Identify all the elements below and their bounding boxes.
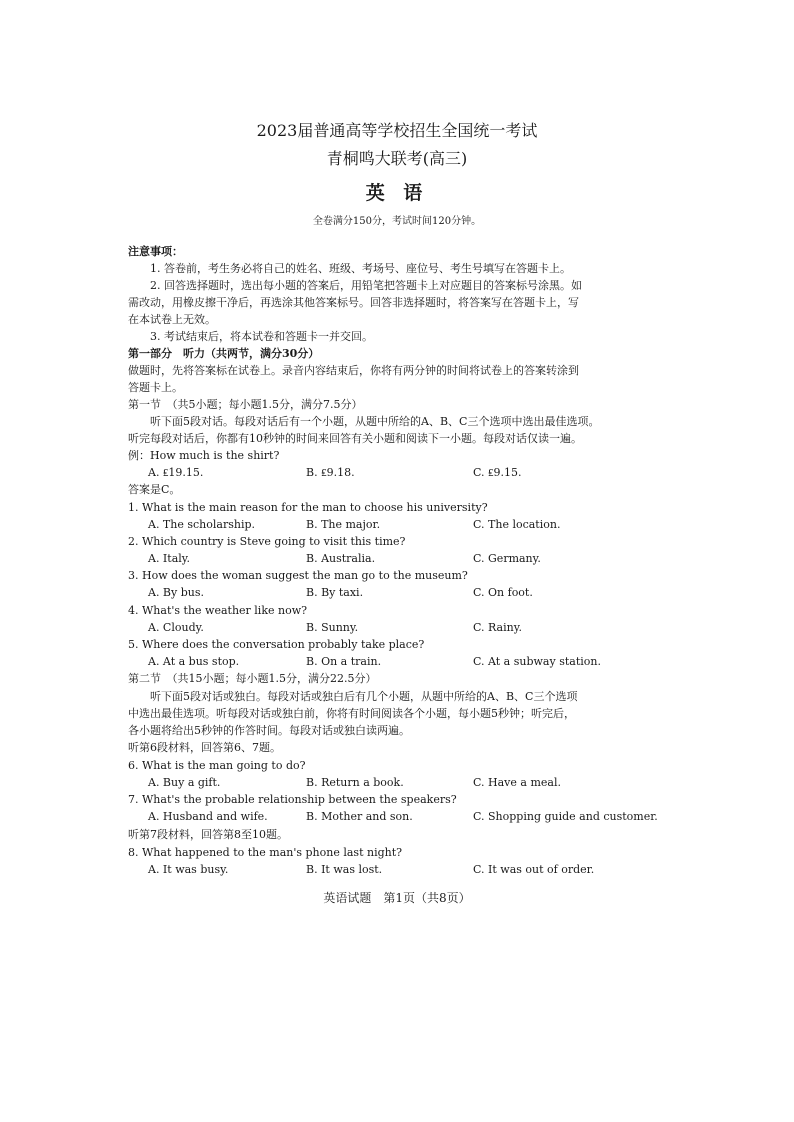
- question-3-option-c: C. On foot.: [473, 586, 533, 599]
- note-item-1: 1. 答卷前，考生务必将自己的姓名、班级、考场号、座位号、考生号填写在答题卡上。: [150, 262, 571, 275]
- question-4: 4. What's the weather like now?: [128, 604, 308, 617]
- question-6-option-b: B. Return a book.: [306, 776, 404, 789]
- question-5-option-b: B. On a train.: [306, 655, 382, 668]
- question-2-option-a: A. Italy.: [148, 552, 191, 565]
- question-6-option-c: C. Have a meal.: [473, 776, 561, 789]
- exam-subtitle: 青桐鸣大联考(高三): [326, 149, 468, 168]
- question-6: 6. What is the man going to do?: [128, 759, 306, 772]
- note-item-2-line-2: 需改动，用橡皮擦干净后，再选涂其他答案标号。回答非选择题时，将答案写在答题卡上，写: [128, 296, 579, 309]
- section2-instruction-line-2: 中选出最佳选项。听每段对话或独白前，你将有时间阅读各个小题，每小题5秒钟；听完后，: [128, 707, 575, 720]
- section2-heading: 第二节 （共15小题；每小题1.5分，满分22.5分）: [128, 672, 377, 685]
- question-8: 8. What happened to the man's phone last night?: [128, 846, 403, 859]
- question-1: 1. What is the main reason for the man to choose his university?: [128, 501, 488, 514]
- note-item-3: 3. 考试结束后，将本试卷和答题卡一并交回。: [150, 330, 373, 343]
- question-4-option-b: B. Sunny.: [306, 621, 359, 634]
- question-8-option-a: A. It was busy.: [148, 863, 229, 876]
- question-4-option-c: C. Rainy.: [473, 621, 522, 634]
- question-7-option-c: C. Shopping guide and customer.: [473, 810, 658, 823]
- question-5-option-a: A. At a bus stop.: [148, 655, 240, 668]
- question-3-option-a: A. By bus.: [148, 586, 204, 599]
- question-7: 7. What's the probable relationship between the speakers?: [128, 793, 457, 806]
- question-1-option-b: B. The major.: [306, 518, 381, 531]
- page-footer: 英语试题 第1页（共8页）: [323, 891, 471, 905]
- question-6-option-a: A. Buy a gift.: [148, 776, 221, 789]
- question-8-option-c: C. It was out of order.: [473, 863, 595, 876]
- section1-instruction-line-1: 听下面5段对话。每段对话后有一个小题，从题中所给的A、B、C三个选项中选出最佳选项。: [150, 415, 600, 428]
- question-8-option-b: B. It was lost.: [306, 863, 383, 876]
- example-option-c: C. ₤9.15.: [473, 466, 522, 479]
- subject-title: 英 语: [365, 182, 429, 204]
- question-1-option-c: C. The location.: [473, 518, 561, 531]
- question-5: 5. Where does the conversation probably take place?: [128, 638, 425, 651]
- question-3: 3. How does the woman suggest the man go to the museum?: [128, 569, 468, 582]
- question-7-option-a: A. Husband and wife.: [148, 810, 268, 823]
- question-2-option-b: B. Australia.: [306, 552, 376, 565]
- exam-info: 全卷满分150分，考试时间120分钟。: [312, 216, 482, 227]
- section1-instruction-line-2: 听完每段对话后，你都有10秒钟的时间来回答有关小题和阅读下一小题。每段对话仅读一遍。: [128, 432, 582, 445]
- question-2-option-c: C. Germany.: [473, 552, 541, 565]
- question-1-option-a: A. The scholarship.: [148, 518, 255, 531]
- section2-instruction-line-1: 听下面5段对话或独白。每段对话或独白后有几个小题，从题中所给的A、B、C三个选项: [150, 690, 578, 703]
- material-7-label: 听第7段材料，回答第8至10题。: [128, 828, 288, 841]
- material-6-label: 听第6段材料，回答第6、7题。: [128, 741, 281, 754]
- part1-intro-line-2: 答题卡上。: [128, 381, 183, 394]
- section2-instruction-line-3: 各小题将给出5秒钟的作答时间。每段对话或独白读两遍。: [128, 724, 410, 737]
- note-item-2-line-1: 2. 回答选择题时，选出每小题的答案后，用铅笔把答题卡上对应题目的答案标号涂黑。如: [150, 279, 582, 292]
- part1-heading: 第一部分 听力（共两节，满分30分）: [128, 347, 320, 360]
- part1-intro-line-1: 做题时，先将答案标在试卷上。录音内容结束后，你将有两分钟的时间将试卷上的答案转涂到: [128, 364, 579, 377]
- question-7-option-b: B. Mother and son.: [306, 810, 413, 823]
- example-answer: 答案是C。: [128, 483, 181, 496]
- example-option-b: B. ₤9.18.: [306, 466, 355, 479]
- section1-heading: 第一节 （共5小题；每小题1.5分，满分7.5分）: [128, 398, 363, 411]
- example-option-a: A. ₤19.15.: [148, 466, 204, 479]
- exam-title: 2023届普通高等学校招生全国统一考试: [256, 121, 538, 140]
- notes-heading: 注意事项：: [128, 245, 183, 258]
- question-5-option-c: C. At a subway station.: [473, 655, 601, 668]
- example-question: 例：How much is the shirt?: [128, 449, 280, 462]
- question-2: 2. Which country is Steve going to visit this time?: [128, 535, 406, 548]
- question-4-option-a: A. Cloudy.: [148, 621, 204, 634]
- note-item-2-line-3: 在本试卷上无效。: [128, 313, 216, 326]
- question-3-option-b: B. By taxi.: [306, 586, 364, 599]
